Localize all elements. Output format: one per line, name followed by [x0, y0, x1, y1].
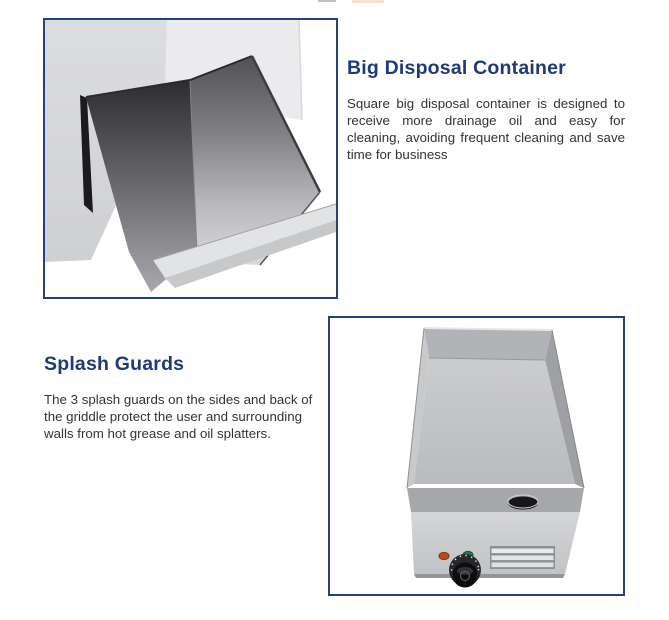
front-vent — [490, 546, 555, 569]
back-splash-guard — [424, 328, 552, 360]
red-indicator-light — [439, 552, 449, 559]
griddle-photo — [330, 318, 623, 594]
disposal-container-heading: Big Disposal Container — [347, 57, 566, 79]
griddle-body — [407, 328, 584, 588]
disposal-container-photo — [45, 20, 336, 297]
disposal-container-image-frame — [43, 18, 338, 299]
splash-guards-heading: Splash Guards — [44, 353, 185, 375]
plate-front-lip — [407, 488, 584, 512]
griddle-image-frame — [328, 316, 625, 596]
top-crop-artifact-peach — [352, 0, 384, 3]
disposal-container-description: Square big disposal container is designed to receive more drainage oil and easy for cleaning, avoiding frequent cleaning and save time for business — [347, 96, 625, 162]
splash-guards-text — [44, 352, 318, 442]
splash-guards-description: The 3 splash guards on the sides and back of the griddle protect the user and surrounding walls from hot grease and oil splatters. — [44, 392, 313, 441]
top-crop-artifact-dark — [318, 0, 336, 2]
disposal-container-text — [347, 56, 625, 163]
